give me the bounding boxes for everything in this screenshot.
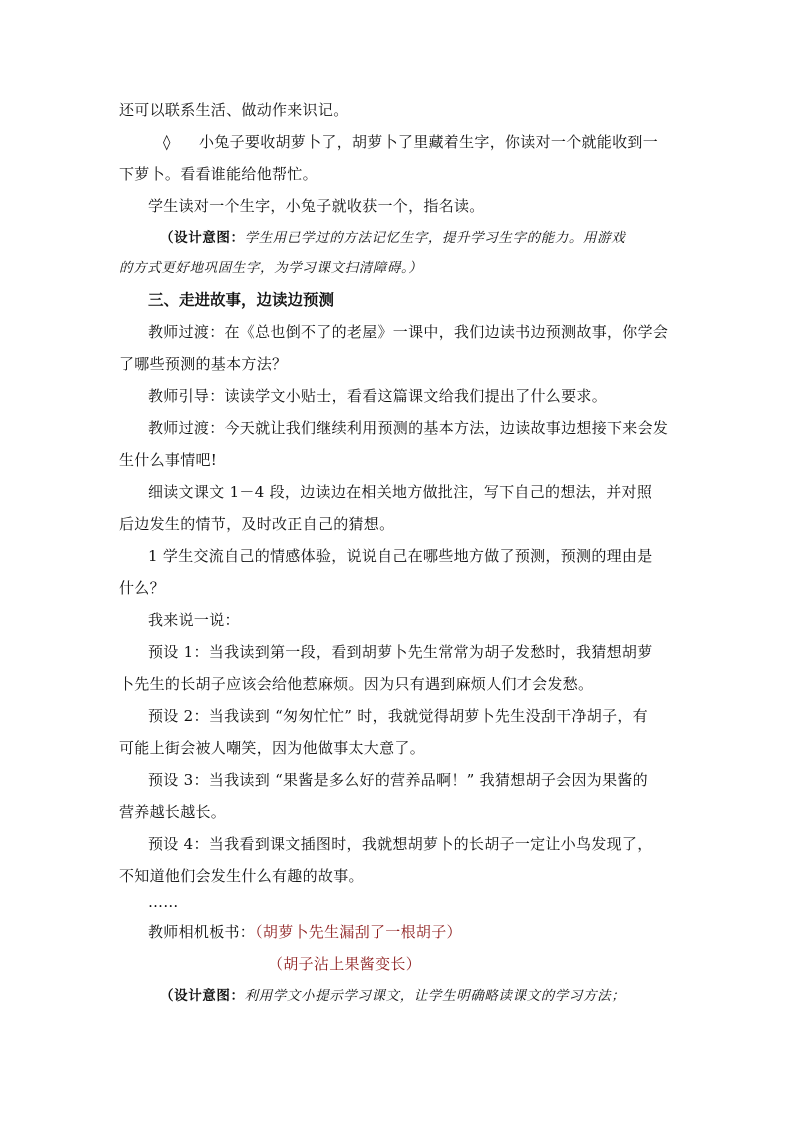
paragraph-line: 还可以联系生活、做动作来识记。 xyxy=(119,101,349,119)
paragraph-line: 下萝卜。看看谁能给他帮忙。 xyxy=(119,165,318,183)
board-item: （胡子沾上果酱变长） xyxy=(268,955,422,973)
design-intent-label: （设计意图： xyxy=(160,988,245,1004)
paragraph-line: 教师引导：读读学文小贴士，看看这篇课文给我们提出了什么要求。 xyxy=(148,387,608,405)
design-intent-label: （设计意图： xyxy=(160,230,245,246)
paragraph-line: 什么？ xyxy=(119,579,165,597)
board-line xyxy=(148,922,462,942)
paragraph-line: 1 学生交流自己的情感体验，说说自己在哪些地方做了预测，预测的理由是 xyxy=(148,547,653,565)
paragraph-line: 预设 3：当我读到 “果酱是多么好的营养品啊！” 我猜想胡子会因为果酱的 xyxy=(148,771,648,789)
paragraph-line: 了哪些预测的基本方法？ xyxy=(119,355,288,373)
paragraph-line: 我来说一说： xyxy=(148,611,240,629)
design-intent-note xyxy=(160,228,625,248)
board-item: （胡萝卜先生漏刮了一根胡子） xyxy=(255,923,462,941)
board-prefix: 教师相机板书： xyxy=(148,923,256,941)
paragraph-line: 教师过渡：在《总也倒不了的老屋》一课中，我们边读书边预测故事，你学会 xyxy=(148,323,669,341)
paragraph-line: 预设 4：当我看到课文插图时，我就想胡萝卜的长胡子一定让小鸟发现了， xyxy=(148,835,653,853)
paragraph-line: 预设 2：当我读到 “匆匆忙忙” 时，我就觉得胡萝卜先生没刮干净胡子，有 xyxy=(148,707,648,725)
design-intent-text: 利用学文小提示学习课文，让学生明确略读课文的学习方法； xyxy=(244,988,626,1004)
design-intent-note xyxy=(160,986,625,1006)
paragraph-line: 生什么事情吧! xyxy=(119,451,218,469)
section-heading: 三、走进故事，边读边预测 xyxy=(148,291,335,309)
paragraph-line: 后边发生的情节，及时改正自己的猜想。 xyxy=(119,515,395,533)
paragraph-line: 可能上街会被人嘲笑，因为他做事太大意了。 xyxy=(119,739,426,757)
paragraph-line: 不知道他们会发生什么有趣的故事。 xyxy=(119,867,364,885)
paragraph-line: 学生读对一个生字，小兔子就收获一个，指名读。 xyxy=(148,197,485,215)
ellipsis: …… xyxy=(148,893,179,911)
paragraph-line: 小兔子要收胡萝卜了，胡萝卜了里藏着生字，你读对一个就能收到一 xyxy=(199,133,659,151)
paragraph-line: 卜先生的长胡子应该会给他惹麻烦。因为只有遇到麻烦人们才会发愁。 xyxy=(119,675,594,693)
paragraph-line: 预设 1：当我读到第一段，看到胡萝卜先生常常为胡子发愁时，我猜想胡萝 xyxy=(148,643,653,661)
paragraph-line: 教师过渡：今天就让我们继续利用预测的基本方法，边读故事边想接下来会发 xyxy=(148,419,669,437)
bullet-icon: ◊ xyxy=(163,133,171,151)
paragraph-line: 营养越长越长。 xyxy=(119,803,227,821)
design-intent-text: 学生用已学过的方法记忆生字，提升学习生字的能力。用游戏 xyxy=(244,230,626,246)
design-intent-text: 的方式更好地巩固生字，为学习课文扫清障碍。） xyxy=(119,260,423,276)
paragraph-line: 细读文课文 1－4 段，边读边在相关地方做批注，写下自己的想法，并对照 xyxy=(148,483,653,501)
